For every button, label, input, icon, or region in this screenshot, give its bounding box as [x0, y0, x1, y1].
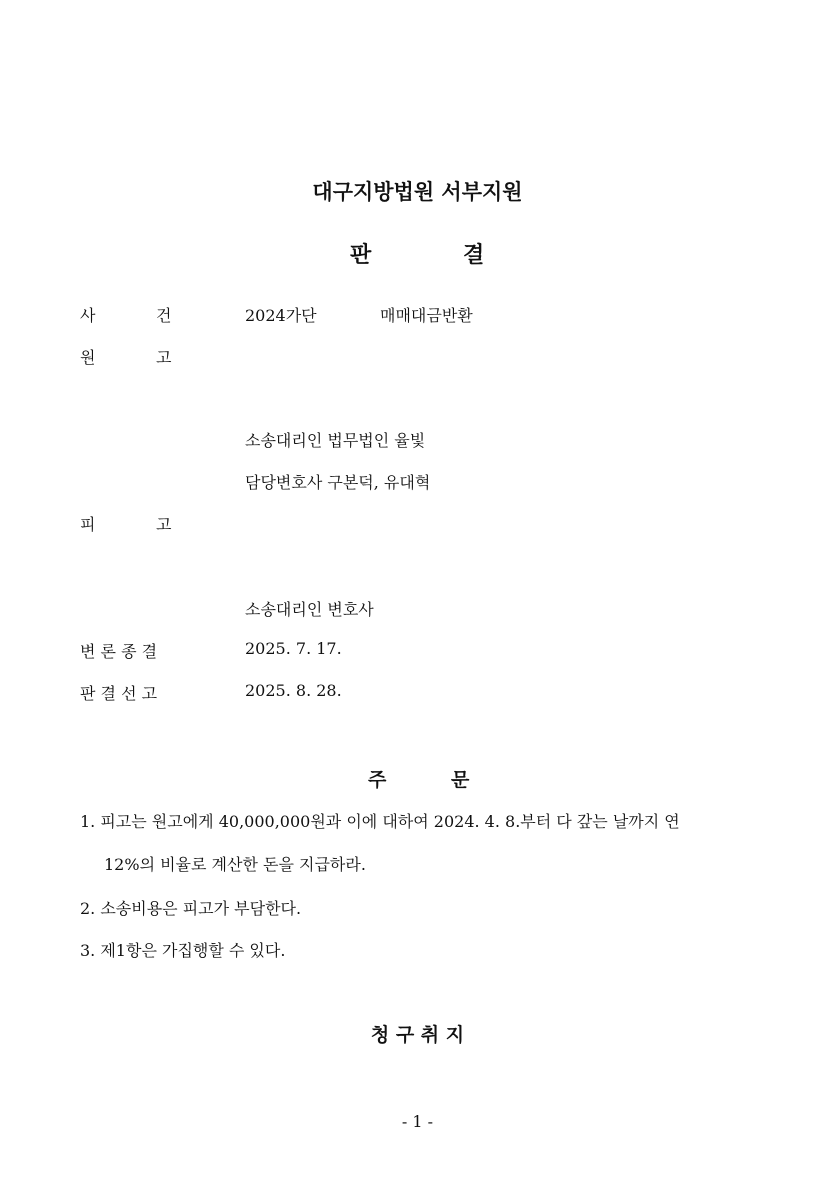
plaintiff-agent: 소송대리인 법무법인 율빛: [245, 431, 426, 450]
hearing-closed-date: 2025. 7. 17.: [245, 639, 342, 658]
defendant-agent: 소송대리인 변호사: [245, 600, 374, 619]
plaintiff-label-char-2: 고: [156, 348, 172, 367]
case-label-char-1: 사: [80, 306, 96, 325]
plaintiff-attorneys: 담당변호사 구본덕, 유대혁: [245, 473, 431, 492]
document-title-char-1: 판: [350, 243, 372, 268]
defendant-label-char-2: 고: [156, 515, 172, 534]
page-number: - 1 -: [401, 1112, 434, 1131]
order-item-2: 2. 소송비용은 피고가 부담한다.: [80, 899, 302, 918]
document-title-char-2: 결: [463, 243, 485, 268]
defendant-label-char-1: 피: [80, 515, 96, 534]
order-item-3: 3. 제1항은 가집행할 수 있다.: [80, 941, 286, 960]
order-item-1-continuation: 12%의 비율로 계산한 돈을 지급하라.: [104, 855, 366, 874]
court-name: 대구지방법원 서부지원: [312, 180, 523, 204]
case-label-char-2: 건: [156, 306, 172, 325]
order-item-1: 1. 피고는 원고에게 40,000,000원과 이에 대하여 2024. 4. 8.부터 다 갚는 날까지 연: [80, 812, 680, 831]
judgment-date-label: 판 결 선 고: [80, 684, 158, 703]
case-name: 매매대금반환: [380, 306, 473, 325]
hearing-closed-label: 변 론 종 결: [80, 642, 158, 661]
order-heading-char-2: 문: [451, 769, 470, 791]
judgment-date: 2025. 8. 28.: [245, 681, 342, 700]
claim-heading: 청 구 취 지: [370, 1024, 465, 1046]
plaintiff-label-char-1: 원: [80, 348, 96, 367]
order-heading-char-1: 주: [368, 769, 387, 791]
case-number: 2024가단: [245, 306, 317, 325]
